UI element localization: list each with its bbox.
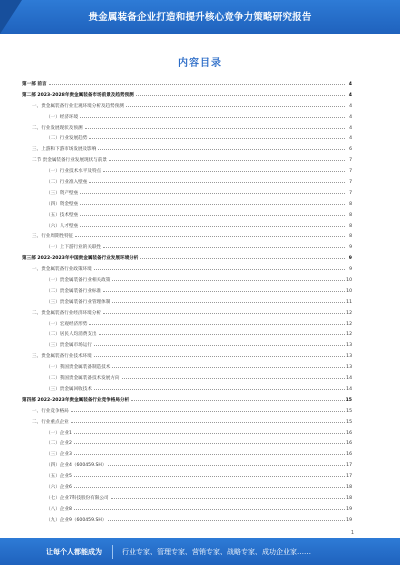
toc-entry-text: （二）企业2	[46, 439, 73, 450]
toc-entry-page: 18	[346, 495, 352, 501]
toc-entry-page: 15	[345, 397, 352, 403]
toc-entry-text: （二）行业准入壁垒	[46, 178, 88, 189]
toc-entry-page: 10	[346, 278, 352, 284]
toc-entry-page: 14	[346, 376, 352, 382]
toc-entry-text: （三）企业3	[46, 450, 73, 461]
toc-entry-text: 二节 贵金属装备行业发展现状与前景	[32, 156, 108, 167]
toc-entry-text: 二、贵金属装备行业经济环境分析	[32, 309, 102, 320]
toc-leader-dots	[94, 345, 345, 346]
toc-entry[interactable]	[22, 418, 352, 429]
toc-entry-text: （一）行业技术水平及特点	[46, 167, 102, 178]
toc-entry[interactable]	[22, 363, 352, 374]
toc-entry-text: 三、行业周期性特征	[32, 232, 74, 243]
toc-leader-dots	[80, 117, 345, 118]
toc-leader-dots	[136, 95, 345, 96]
toc-entry-text: （二）贵金属装备行业标准	[46, 287, 102, 298]
toc-leader-dots	[89, 182, 345, 183]
toc-entry[interactable]	[22, 429, 352, 440]
toc-leader-dots	[89, 138, 345, 139]
toc-entry[interactable]	[22, 113, 352, 124]
toc-entry-page: 7	[349, 180, 352, 186]
toc-entry[interactable]	[22, 91, 352, 102]
toc-entry-page: 17	[346, 463, 352, 469]
toc-entry-text: （二）居民人均消费支出	[46, 330, 98, 341]
toc-entry[interactable]	[22, 320, 352, 331]
toc-entry-page: 10	[346, 288, 352, 294]
toc-entry-page: 4	[348, 92, 352, 98]
toc-entry[interactable]	[22, 396, 352, 407]
toc-leader-dots	[85, 128, 345, 129]
toc-entry-page: 12	[346, 321, 352, 327]
toc-leader-dots	[74, 509, 345, 510]
toc-entry-text: （六）企业6	[46, 483, 73, 494]
toc-entry-text: 第四部 2022-2023年贵金属装备行业竞争格局分析	[22, 396, 130, 407]
toc-entry-text: （五）技术壁垒	[46, 211, 79, 222]
toc-leader-dots	[74, 476, 345, 477]
footer-bar	[0, 538, 400, 565]
toc-entry-page: 17	[346, 474, 352, 480]
toc-entry[interactable]	[22, 407, 352, 418]
toc-entry[interactable]	[22, 483, 352, 494]
toc-leader-dots	[103, 247, 345, 248]
toc-entry[interactable]	[22, 276, 352, 287]
toc-entry-text: 二、行业发展现状及预测	[32, 124, 84, 135]
toc-entry[interactable]	[22, 124, 352, 135]
toc-leader-dots	[112, 280, 345, 281]
toc-entry[interactable]	[22, 330, 352, 341]
toc-entry[interactable]	[22, 265, 352, 276]
toc-entry-page: 7	[349, 158, 352, 164]
footer-divider	[112, 545, 113, 559]
toc-entry-text: （九）企业9（600459.SH）	[46, 516, 107, 527]
toc-entry-text: 第三部 2022-2023年中国贵金属装备行业发展环境分析	[22, 254, 139, 265]
toc-leader-dots	[71, 422, 345, 423]
toc-entry[interactable]	[22, 254, 352, 265]
footer-slogan-left: 让每个人都能成为	[46, 548, 102, 556]
toc-leader-dots	[122, 378, 345, 379]
toc-leader-dots	[75, 236, 345, 237]
toc-leader-dots	[94, 356, 345, 357]
toc-entry-text: （七）企业7科技股份有限公司	[46, 494, 110, 505]
toc-entry-page: 9	[349, 245, 352, 251]
toc-entry-text: （四）资金壁垒	[46, 200, 79, 211]
toc-leader-dots	[94, 269, 345, 270]
toc-entry[interactable]	[22, 156, 352, 167]
toc-entry-text: （一）贵金属装备行业相关政策	[46, 276, 111, 287]
toc-leader-dots	[80, 215, 345, 216]
toc-leader-dots	[108, 465, 345, 466]
toc-entry-page: 8	[349, 201, 352, 207]
toc-entry[interactable]	[22, 341, 352, 352]
toc-entry[interactable]	[22, 232, 352, 243]
toc-entry-page: 19	[346, 506, 352, 512]
toc-entry-page: 16	[346, 441, 352, 447]
toc-entry[interactable]	[22, 472, 352, 483]
toc-leader-dots	[80, 226, 345, 227]
toc-entry[interactable]	[22, 80, 352, 91]
toc-entry[interactable]	[22, 145, 352, 156]
toc-entry-text: 一、行业竞争格局	[32, 407, 70, 418]
toc-leader-dots	[112, 367, 345, 368]
toc-entry-text: （三）贵金属装备行业管理体制	[46, 298, 111, 309]
toc-entry-text: （六）人才壁垒	[46, 222, 79, 233]
toc-leader-dots	[71, 411, 345, 412]
toc-entry-page: 4	[349, 136, 352, 142]
toc-entry-page: 16	[346, 430, 352, 436]
toc-leader-dots	[103, 313, 345, 314]
toc-leader-dots	[74, 433, 345, 434]
toc-entry[interactable]	[22, 243, 352, 254]
toc-entry-page: 4	[349, 114, 352, 120]
toc-entry[interactable]	[22, 439, 352, 450]
toc-entry-text: 一、贵金属装备行业政策环境	[32, 265, 93, 276]
toc-entry-text: 三、贵金属装备行业技术环境	[32, 352, 93, 363]
page-number: 1	[350, 530, 354, 536]
toc-entry-page: 18	[346, 484, 352, 490]
toc-leader-dots	[99, 334, 345, 335]
table-of-contents	[22, 80, 352, 527]
toc-entry-page: 12	[346, 332, 352, 338]
toc-leader-dots	[74, 454, 345, 455]
toc-entry-page: 9	[348, 256, 352, 262]
toc-entry[interactable]	[22, 385, 352, 396]
toc-entry[interactable]	[22, 189, 352, 200]
toc-entry-text: （三）资产壁垒	[46, 189, 79, 200]
toc-entry[interactable]	[22, 309, 352, 320]
toc-entry-page: 14	[346, 386, 352, 392]
header-bar	[0, 0, 400, 34]
toc-leader-dots	[103, 171, 345, 172]
toc-entry[interactable]	[22, 200, 352, 211]
toc-entry-text: （三）贵金属回收技术	[46, 385, 93, 396]
toc-leader-dots	[98, 149, 345, 150]
toc-entry-text: （一）宏观经济形势	[46, 320, 88, 331]
toc-entry-page: 4	[349, 103, 352, 109]
toc-entry-text: （四）企业4（600459.SH）	[46, 461, 107, 472]
toc-entry[interactable]	[22, 374, 352, 385]
toc-entry-text: （五）企业5	[46, 472, 73, 483]
toc-entry-text: 二、行业重点企业	[32, 418, 70, 429]
toc-leader-dots	[103, 291, 345, 292]
toc-entry-page: 11	[346, 299, 352, 305]
footer-slogan-right: 行业专家、管理专家、营销专家、战略专家、成功企业家……	[122, 548, 311, 556]
toc-entry[interactable]	[22, 461, 352, 472]
toc-entry-page: 16	[346, 452, 352, 458]
toc-entry-page: 13	[346, 365, 352, 371]
toc-leader-dots	[80, 204, 345, 205]
toc-leader-dots	[109, 160, 345, 161]
toc-leader-dots	[80, 193, 345, 194]
toc-entry[interactable]	[22, 167, 352, 178]
toc-entry[interactable]	[22, 494, 352, 505]
toc-entry-text: （八）企业8	[46, 505, 73, 516]
toc-entry[interactable]	[22, 298, 352, 309]
toc-entry[interactable]	[22, 222, 352, 233]
toc-entry[interactable]	[22, 516, 352, 527]
toc-entry-text: （一）我国贵金属装备制造技术	[46, 363, 111, 374]
toc-entry-text: （一）经济环境	[46, 113, 79, 124]
toc-entry-page: 7	[349, 190, 352, 196]
toc-entry-page: 13	[346, 343, 352, 349]
toc-leader-dots	[74, 443, 345, 444]
toc-entry-page: 8	[349, 234, 352, 240]
toc-heading: 内容目录	[178, 58, 222, 69]
toc-entry[interactable]	[22, 287, 352, 298]
toc-entry[interactable]	[22, 178, 352, 189]
toc-entry-text: （二）我国贵金属装备技术发展方向	[46, 374, 121, 385]
toc-entry-page: 8	[349, 212, 352, 218]
toc-leader-dots	[111, 498, 345, 499]
toc-entry-page: 4	[348, 82, 352, 87]
toc-leader-dots	[131, 400, 344, 401]
toc-entry-text: （一）企业1	[46, 429, 73, 440]
toc-entry[interactable]	[22, 102, 352, 113]
toc-leader-dots	[112, 302, 345, 303]
toc-leader-dots	[108, 520, 345, 521]
toc-entry-page: 4	[349, 125, 352, 131]
toc-entry[interactable]	[22, 505, 352, 516]
toc-leader-dots	[94, 389, 345, 390]
toc-entry-text: 第二部 2023-2028年贵金属装备市场前景及趋势预测	[22, 91, 135, 102]
toc-entry-text: （二）行业发展趋势	[46, 134, 88, 145]
toc-entry[interactable]	[22, 211, 352, 222]
toc-leader-dots	[89, 324, 345, 325]
toc-entry-page: 15	[346, 408, 352, 414]
toc-entry-page: 6	[349, 147, 352, 153]
toc-entry-text: （一）上下游行业的关联性	[46, 243, 102, 254]
toc-entry-page: 7	[349, 169, 352, 175]
toc-entry[interactable]	[22, 450, 352, 461]
toc-entry-text: （三）贵金属市场运行	[46, 341, 93, 352]
toc-entry-page: 9	[349, 267, 352, 273]
toc-leader-dots	[49, 84, 345, 85]
document-title: 贵金属装备企业打造和提升核心竞争力策略研究报告	[88, 12, 312, 23]
toc-entry-page: 15	[346, 419, 352, 425]
toc-entry-page: 13	[346, 354, 352, 360]
toc-leader-dots	[140, 258, 345, 259]
toc-entry-page: 12	[346, 310, 352, 316]
toc-entry-page: 19	[346, 517, 352, 523]
toc-entry-text: 三、上游和下游市场发展及影响	[32, 145, 97, 156]
toc-entry-text: 一、贵金属装备行业宏观环境分析及趋势预测	[32, 102, 125, 113]
toc-entry[interactable]	[22, 352, 352, 363]
toc-entry-page: 8	[349, 223, 352, 229]
toc-leader-dots	[74, 487, 345, 488]
toc-entry-text: 第一部 前言	[22, 80, 48, 91]
toc-entry[interactable]	[22, 134, 352, 145]
toc-leader-dots	[126, 106, 345, 107]
